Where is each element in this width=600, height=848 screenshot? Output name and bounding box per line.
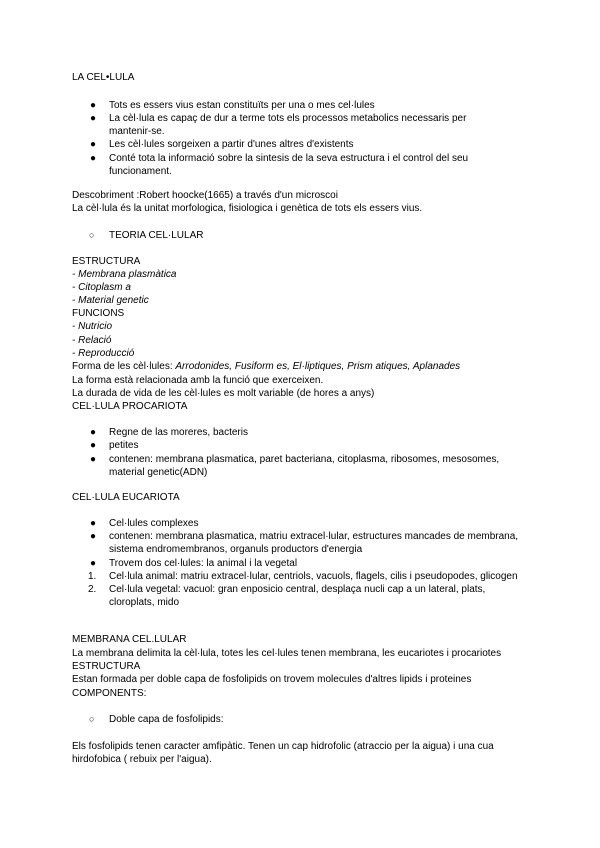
function-item: - Relació	[72, 335, 112, 346]
page-title: LA CEL•LULA	[72, 72, 135, 83]
prokaryote-heading: CEL·LULA PROCARIOTA	[72, 401, 188, 412]
structure-item: - Material genetic	[72, 295, 149, 306]
membrane-structure-line: Estan formada per doble capa de fosfolipids on trovem molecules d'altres lipids i proteines	[72, 674, 472, 685]
structure-item: - Membrana plasmàtica	[72, 269, 177, 280]
bullet-icon: ●	[90, 139, 97, 150]
bullet-icon: ●	[90, 440, 97, 451]
list-item: Regne de las moreres, bacteris	[109, 427, 248, 438]
list-number: 2.	[88, 584, 97, 595]
list-item-continuation: funcionament.	[109, 166, 172, 177]
structure-item: - Citoplasm a	[72, 282, 131, 293]
components-item: Doble capa de fosfolipids:	[109, 714, 224, 725]
list-item: contenen: membrana plasmatica, paret bacteriana, citoplasma, ribosomes, mesosomes,	[109, 454, 500, 465]
paragraph-line: Els fosfolipids tenen caracter amfipàtic. Tenen un cap hidrofolic (atraccio per la aigua) i una cua	[72, 741, 494, 752]
list-item: petites	[109, 440, 139, 451]
membrane-heading: MEMBRANA CEL.LULAR	[72, 634, 187, 645]
function-item: - Nutricio	[72, 321, 113, 332]
list-item: Les cèl·lules sorgeixen a partir d'unes altres d'existents	[109, 139, 354, 150]
circle-bullet-icon: ○	[89, 714, 95, 724]
paragraph-line: hirdofobica ( rebuix per l'aigua).	[72, 754, 212, 765]
list-item-continuation: material genetic(ADN)	[109, 467, 208, 478]
list-item: Conté tota la informació sobre la sintesis de la seva estructura i el control del seu	[109, 153, 469, 164]
shapes-line: Forma de les cèl·lules: Arrodonides, Fusiform es, El·liptiques, Prism atiques, Aplanades	[72, 361, 461, 372]
structure-heading: ESTRUCTURA	[72, 256, 141, 267]
numbered-item: Cel·lula vegetal: vacuol: gran enposicio central, desplaça nucli cap a un lateral, plats,	[109, 584, 486, 595]
membrane-structure-heading: ESTRUCTURA	[72, 661, 141, 672]
discovery-line: Descobriment :Robert hoocke(1665) a través d'un microscoi	[72, 190, 338, 201]
circle-bullet-icon: ○	[89, 230, 95, 240]
numbered-item: Cel·lula animal: matriu extracel·lular, centriols, vacuols, flagels, cilis i pseudopodes, glicogen	[109, 571, 518, 582]
functions-heading: FUNCIONS	[72, 308, 125, 319]
list-item: La cèl·lula es capaç de dur a terme tots els processos metabolics necessaris per	[109, 113, 467, 124]
membrane-definition: La membrana delimita la cèl·lula, totes les cel·lules tenen membrana, les eucariotes i procariotes	[72, 648, 502, 659]
bullet-icon: ●	[90, 153, 97, 164]
list-number: 1.	[88, 571, 97, 582]
list-item-continuation: mantenir-se.	[109, 126, 165, 137]
list-item: Tots es essers vius estan constituïts per una o mes cel·lules	[109, 100, 375, 111]
bullet-icon: ●	[90, 454, 97, 465]
bullet-icon: ●	[90, 518, 97, 529]
eukaryote-heading: CEL·LULA EUCARIOTA	[72, 492, 180, 503]
shape-relation-line: La forma està relacionada amb la funció que exerceixen.	[72, 375, 324, 386]
list-item: Cel·lules complexes	[109, 518, 199, 529]
numbered-item-continuation: cloroplats, mido	[109, 597, 180, 608]
bullet-icon: ●	[90, 427, 97, 438]
bullet-icon: ●	[90, 531, 97, 542]
theory-item: TEORIA CEL·LULAR	[109, 230, 204, 241]
bullet-icon: ●	[90, 113, 97, 124]
components-heading: COMPONENTS:	[72, 688, 147, 699]
bullet-icon: ●	[90, 100, 97, 111]
lifespan-line: La durada de vida de les cèl·lules es molt variable (de hores a anys)	[72, 388, 375, 399]
definition-line: La cèl·lula és la unitat morfologica, fisiologica i genètica de tots els essers vius.	[72, 203, 423, 214]
function-item: - Reproducció	[72, 348, 135, 359]
list-item: Trovem dos cel·lules: la animal i la vegetal	[109, 558, 298, 569]
list-item: contenen: membrana plasmatica, matriu extracel·lular, estructures mancades de membrana,	[109, 531, 519, 542]
list-item-continuation: sistema endromembranos, organuls productors d'energia	[109, 544, 363, 555]
bullet-icon: ●	[90, 558, 97, 569]
